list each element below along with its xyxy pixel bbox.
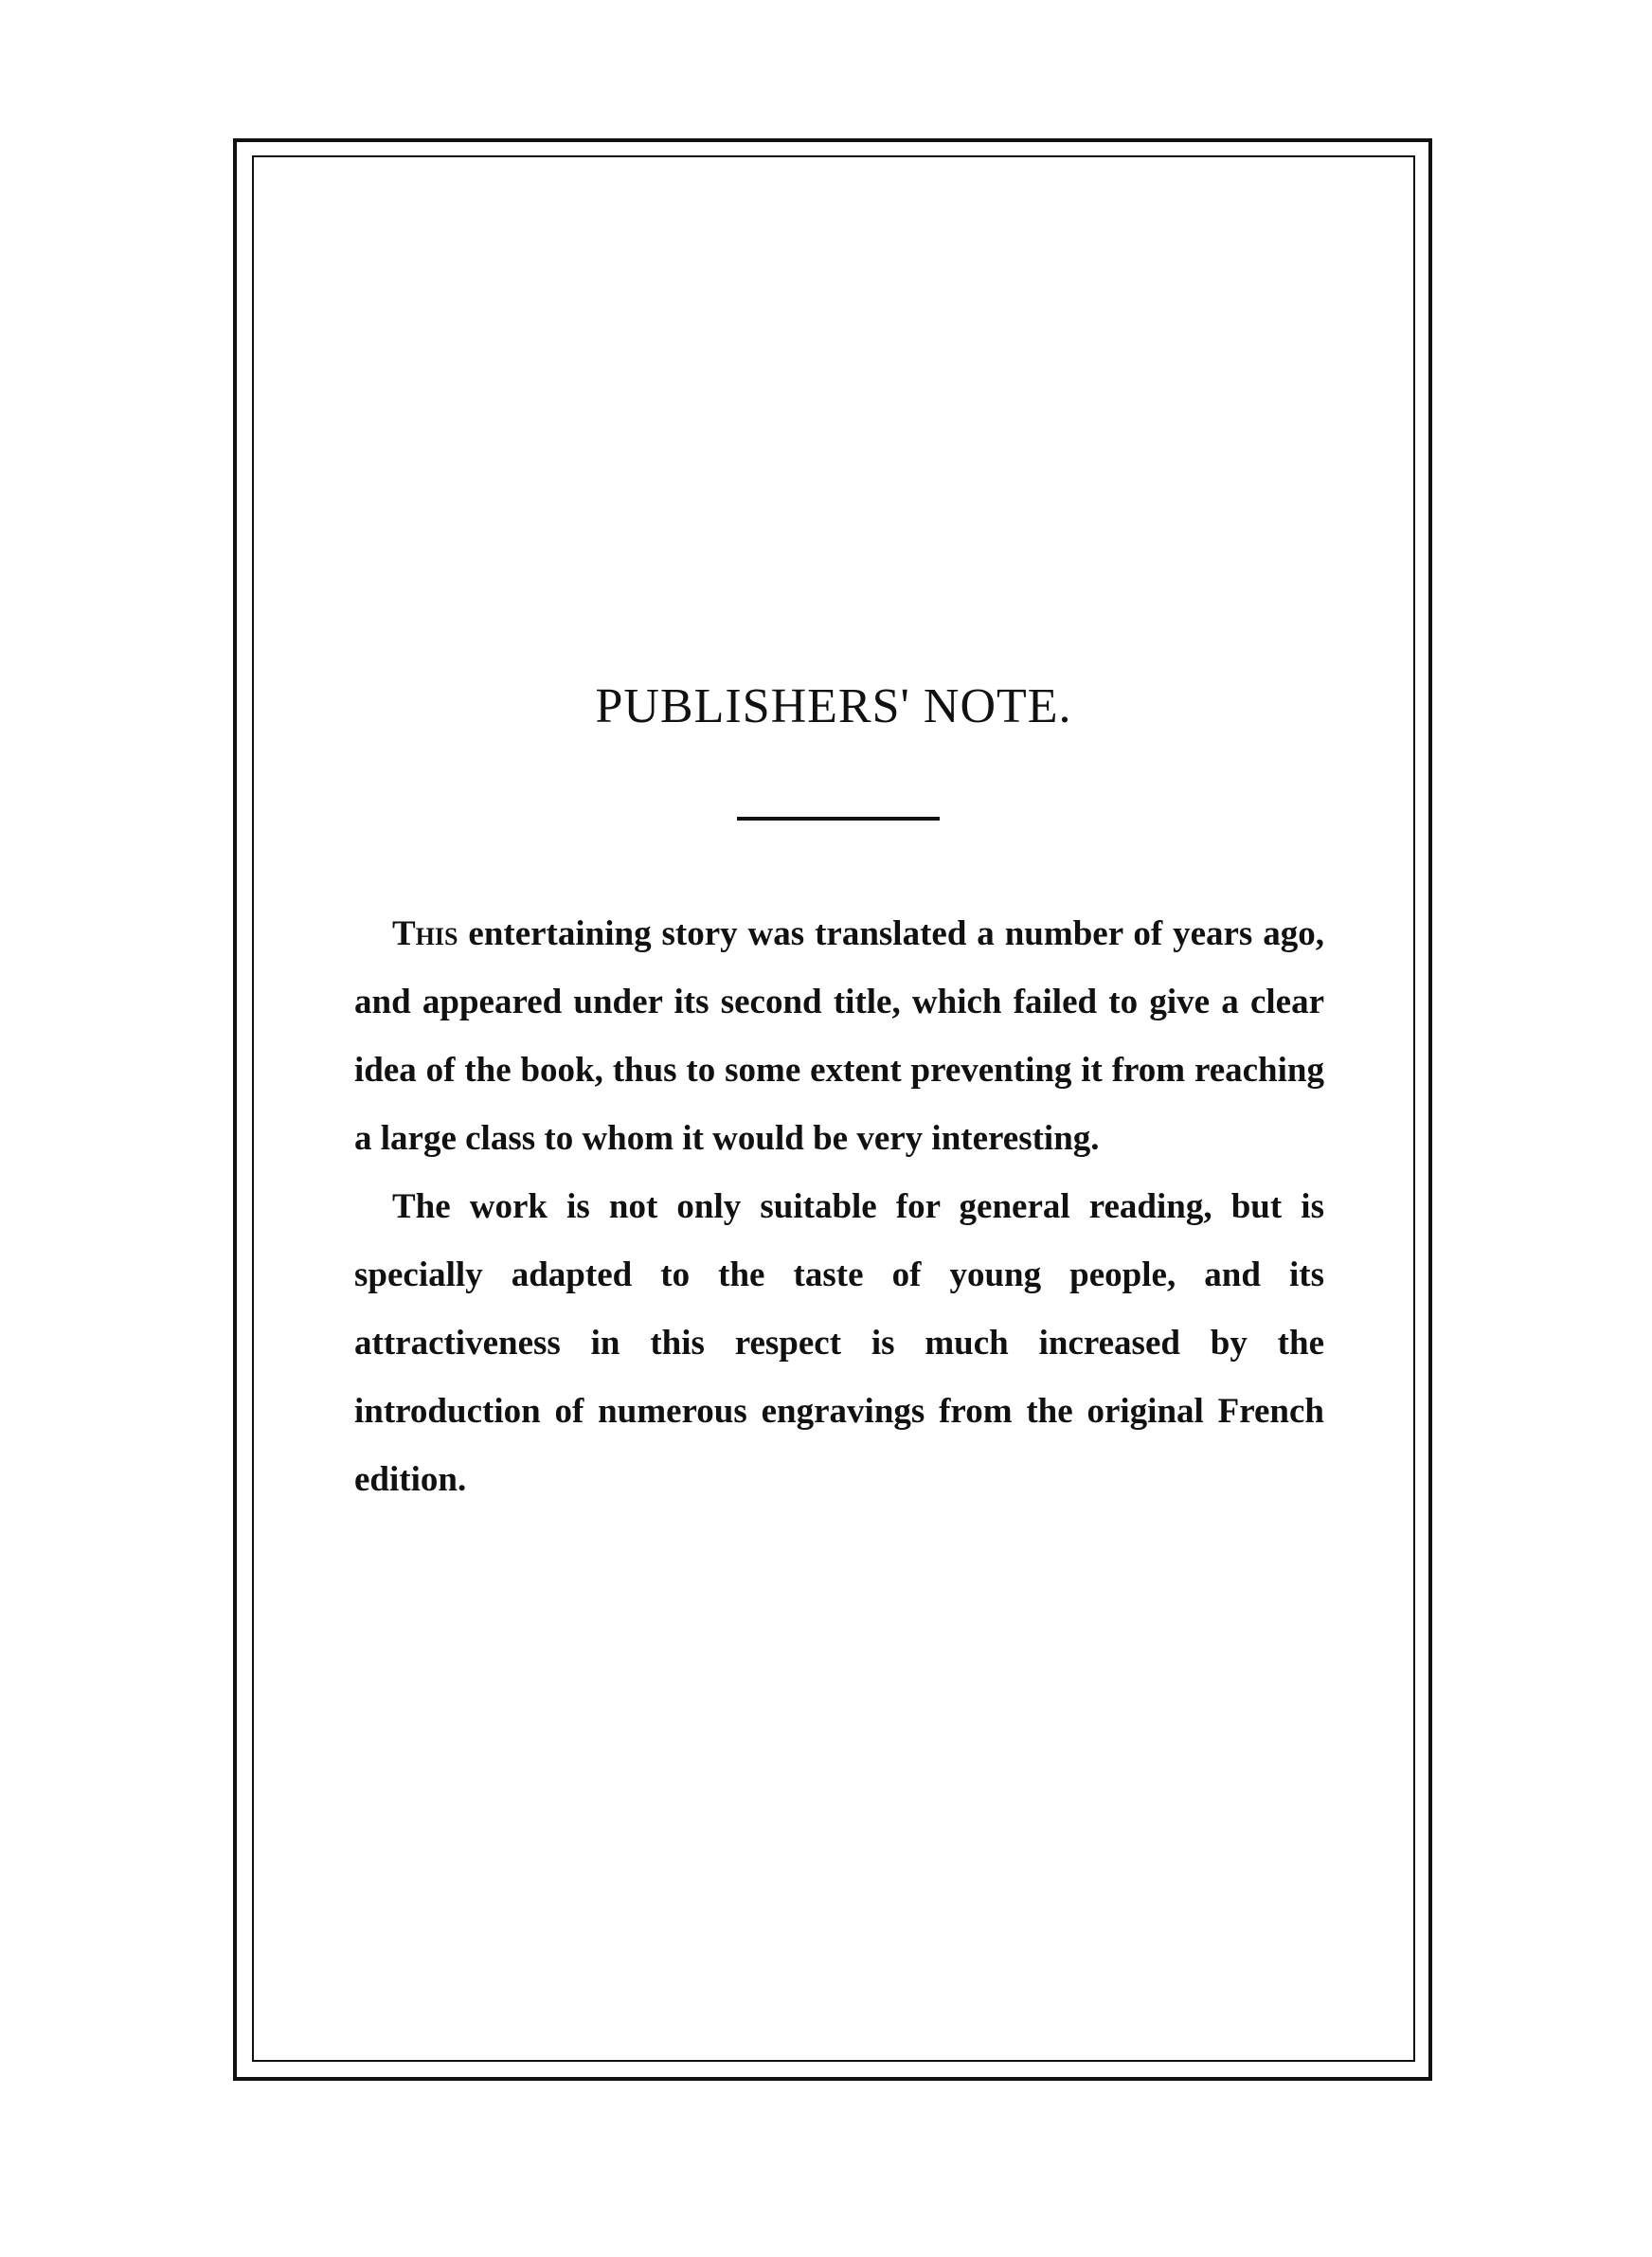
title-rule — [737, 817, 940, 821]
paragraph-1 — [354, 900, 1324, 1173]
paragraph-1-lead: This — [392, 914, 458, 953]
paragraph-2: The work is not only suitable for general reading, but is specially adapted to the taste of young people, and its attractiveness in this respect is much increased by the introduction of numerous engravings from the original French edition. — [354, 1187, 1324, 1499]
paragraph-1-text: entertaining story was translated a number of years ago, and appeared under its second title, which failed to give a clear idea of the book, thus to some extent preventing it from reaching a large class to whom it would be very interesting. — [354, 914, 1324, 1158]
page-title: PUBLISHERS' NOTE. — [595, 679, 1072, 733]
note-body — [354, 900, 1324, 1514]
